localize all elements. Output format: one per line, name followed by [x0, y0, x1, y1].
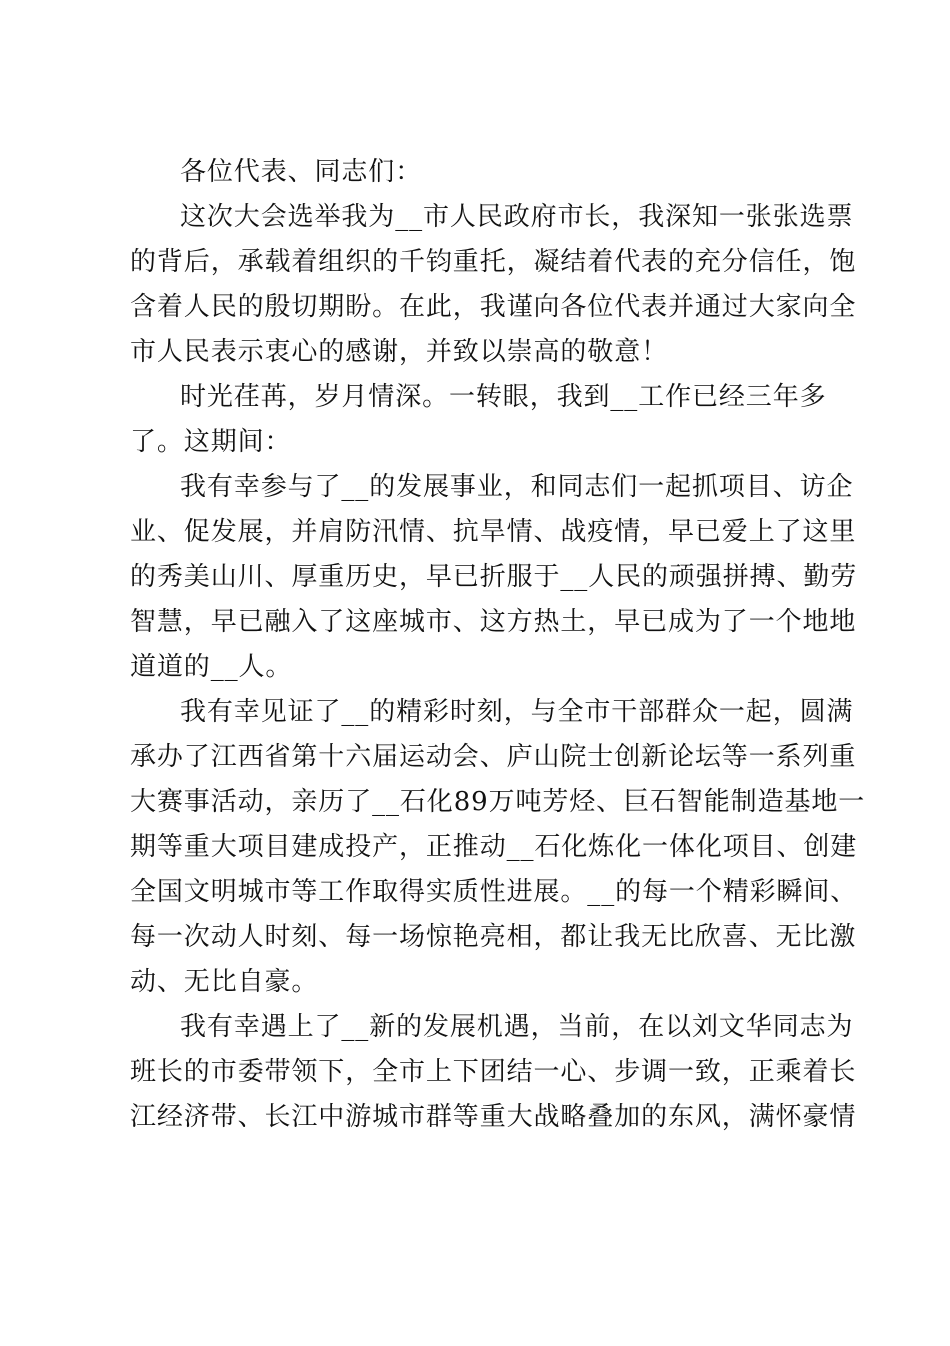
- text-line: 业、促发展，并肩防汛情、抗旱情、战疫情，早已爱上了这里: [130, 517, 857, 547]
- text-line: 承办了江西省第十六届运动会、庐山院士创新论坛等一系列重: [130, 742, 857, 772]
- text-line: 这次大会选举我为__市人民政府市长，我深知一张张选票: [180, 202, 854, 232]
- text-line: 的秀美山川、厚重历史，早已折服于__人民的顽强拼搏、勤劳: [130, 562, 858, 592]
- text-line: 期等重大项目建成投产，正推动__石化炼化一体化项目、创建: [130, 832, 858, 862]
- text-line: 道道的__人。: [130, 652, 293, 682]
- text-line: 我有幸参与了__的发展事业，和同志们一起抓项目、访企: [180, 472, 854, 502]
- text-line: 市人民表示衷心的感谢，并致以崇高的敬意！: [130, 337, 669, 367]
- text-line: 班长的市委带领下，全市上下团结一心、步调一致，正乘着长: [130, 1057, 857, 1087]
- text-line: 含着人民的殷切期盼。在此，我谨向各位代表并通过大家向全: [130, 292, 857, 322]
- text-line: 我有幸遇上了__新的发展机遇，当前，在以刘文华同志为: [180, 1012, 854, 1042]
- text-line: 时光荏苒，岁月情深。一转眼，我到__工作已经三年多: [180, 382, 827, 412]
- text-line: 的背后，承载着组织的千钧重托，凝结着代表的充分信任，饱: [130, 247, 857, 277]
- text-line: 每一次动人时刻、每一场惊艳亮相，都让我无比欣喜、无比激: [130, 922, 857, 952]
- text-line: 动、无比自豪。: [130, 967, 319, 997]
- text-line: 大赛事活动，亲历了__石化89万吨芳烃、巨石智能制造基地一: [130, 787, 866, 817]
- salutation-line: 各位代表、同志们：: [180, 157, 423, 187]
- text-line: 江经济带、长江中游城市群等重大战略叠加的东风，满怀豪情: [130, 1102, 857, 1132]
- speech-text: [130, 150, 866, 1140]
- text-line: 我有幸见证了__的精彩时刻，与全市干部群众一起，圆满: [180, 697, 854, 727]
- text-line: 智慧，早已融入了这座城市、这方热土，早已成为了一个地地: [130, 607, 857, 637]
- text-line: 全国文明城市等工作取得实质性进展。__的每一个精彩瞬间、: [130, 877, 858, 907]
- text-line: 了。这期间：: [130, 427, 292, 457]
